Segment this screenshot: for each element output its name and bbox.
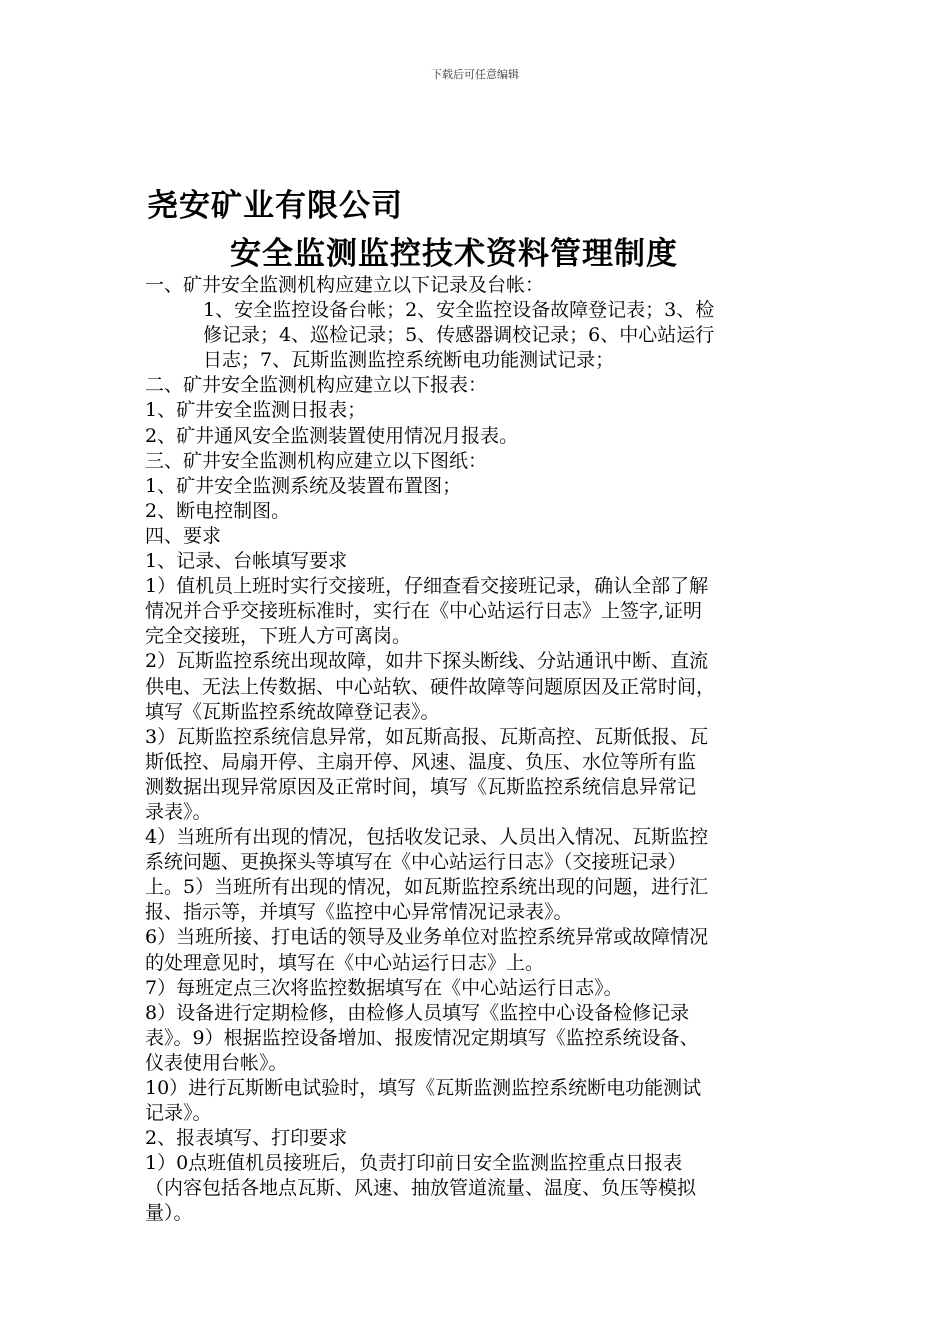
- subsection-heading: 1、记录、台帐填写要求: [145, 550, 348, 573]
- paragraph-line: 报、指示等，并填写《监控中心异常情况记录表》。: [145, 901, 573, 924]
- paragraph-line: 记录》。: [145, 1102, 212, 1125]
- section-heading: 二、矿井安全监测机构应建立以下报表：: [145, 374, 488, 397]
- section-heading: 一、矿井安全监测机构应建立以下记录及台帐：: [145, 274, 545, 296]
- paragraph-line: 6）当班所接、打电话的领导及业务单位对监控系统异常或故障情况: [145, 926, 709, 949]
- paragraph-line: 上。5）当班所有出现的情况，如瓦斯监控系统出现的问题，进行汇: [145, 876, 709, 899]
- section-heading: 三、矿井安全监测机构应建立以下图纸：: [145, 449, 488, 472]
- paragraph-line: 仪表使用台帐》。: [145, 1051, 288, 1074]
- paragraph-line: 4）当班所有出现的情况，包括收发记录、人员出入情况、瓦斯监控: [145, 826, 709, 849]
- section-heading: 四、要求: [145, 524, 222, 547]
- paragraph-line: 斯低控、局扇开停、主扇开停、风速、温度、负压、水位等所有监: [145, 750, 697, 773]
- paragraph-line: 10）进行瓦斯断电试验时，填写《瓦斯监测监控系统断电功能测试: [145, 1077, 702, 1099]
- paragraph-line: 日志；7、瓦斯监测监控系统断电功能测试记录；: [203, 349, 615, 372]
- paragraph-line: 1、安全监控设备台帐；2、安全监控设备故障登记表；3、检: [203, 299, 715, 322]
- paragraph-line: 表》。9）根据监控设备增加、报废情况定期填写《监控系统设备、: [145, 1026, 699, 1049]
- paragraph-line: 1）0点班值机员接班后，负责打印前日安全监测监控重点日报表: [145, 1152, 683, 1175]
- paragraph-line: 1、矿井安全监测日报表；: [145, 399, 367, 422]
- subsection-heading: 2、报表填写、打印要求: [145, 1127, 348, 1150]
- paragraph-line: 2）瓦斯监控系统出现故障，如井下探头断线、分站通讯中断、直流: [145, 650, 709, 673]
- document-body: [145, 273, 817, 1227]
- paragraph-line: 8）设备进行定期检修，由检修人员填写《监控中心设备检修记录: [145, 1001, 690, 1024]
- paragraph-line: 情况并合乎交接班标准时，实行在《中心站运行日志》上签字,证明: [145, 600, 703, 623]
- paragraph-line: 录表》。: [145, 800, 212, 823]
- paragraph-line: 系统问题、更换探头等填写在《中心站运行日志》（交接班记录）: [145, 851, 687, 874]
- paragraph-line: 完全交接班，下班人方可离岗。: [145, 625, 412, 648]
- paragraph-line: 2、断电控制图。: [145, 499, 291, 522]
- page-header-note: 下载后可任意编辑: [431, 68, 519, 81]
- paragraph-line: 1、矿井安全监测系统及装置布置图；: [145, 474, 462, 497]
- document-title: 安全监测监控技术资料管理制度: [230, 236, 678, 272]
- paragraph-line: 填写《瓦斯监控系统故障登记表》。: [145, 700, 440, 723]
- paragraph-line: 3）瓦斯监控系统信息异常，如瓦斯高报、瓦斯高控、瓦斯低报、瓦: [145, 725, 709, 748]
- paragraph-line: 量）。: [145, 1202, 193, 1225]
- paragraph-line: 测数据出现异常原因及正常时间，填写《瓦斯监控系统信息异常记: [145, 775, 697, 798]
- paragraph-line: 的处理意见时，填写在《中心站运行日志》上。: [145, 951, 545, 974]
- company-name: 尧安矿业有限公司: [147, 188, 403, 224]
- paragraph-line: （内容包括各地点瓦斯、风速、抽放管道流量、温度、负压等模拟: [145, 1177, 697, 1200]
- paragraph-line: 修记录；4、巡检记录；5、传感器调校记录；6、中心站运行: [203, 324, 715, 347]
- paragraph-line: 7）每班定点三次将监控数据填写在《中心站运行日志》。: [145, 976, 623, 999]
- paragraph-line: 2、矿井通风安全监测装置使用情况月报表。: [145, 424, 519, 447]
- paragraph-line: 1）值机员上班时实行交接班，仔细查看交接班记录，确认全部了解: [145, 575, 709, 598]
- paragraph-line: 供电、无法上传数据、中心站软、硬件故障等问题原因及正常时间，: [145, 675, 716, 698]
